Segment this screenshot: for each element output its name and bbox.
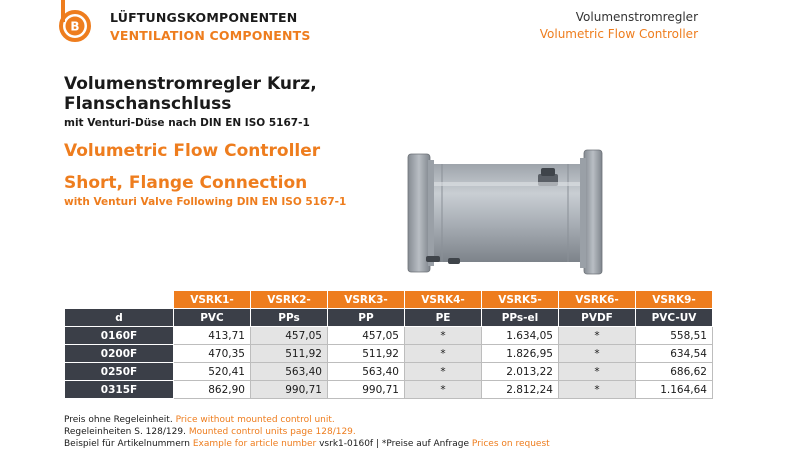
product-image [398, 148, 628, 280]
price-cell: 520,41 [174, 363, 251, 381]
price-cell: * [559, 327, 636, 345]
price-cell: 511,92 [328, 345, 405, 363]
price-cell: * [405, 363, 482, 381]
table-row [65, 363, 713, 381]
price-cell: 558,51 [636, 327, 713, 345]
row-d: 0250F [65, 363, 174, 381]
note-request-en: Prices on request [471, 439, 550, 449]
table-code-row [65, 291, 713, 309]
code-vsrk2: VSRK2- [251, 291, 328, 309]
price-cell: 1.634,05 [482, 327, 559, 345]
table-row [65, 327, 713, 345]
brand-name-en: VENTILATION COMPONENTS [110, 28, 311, 43]
code-vsrk5: VSRK5- [482, 291, 559, 309]
price-cell: 563,40 [251, 363, 328, 381]
material-pe: PE [405, 309, 482, 327]
code-vsrk3: VSRK3- [328, 291, 405, 309]
price-cell: 457,05 [328, 327, 405, 345]
material-pvc-uv: PVC-UV [636, 309, 713, 327]
price-cell: 990,71 [328, 381, 405, 399]
note-example-de: Beispiel für Artikelnummern [64, 439, 190, 449]
price-cell: 1.826,95 [482, 345, 559, 363]
row-d: 0160F [65, 327, 174, 345]
title-de-line2: Flanschanschluss [64, 94, 232, 114]
footer-line-1 [64, 414, 550, 426]
title-en-line2: Short, Flange Connection [64, 173, 308, 193]
company-logo [55, 0, 95, 44]
price-cell: * [559, 345, 636, 363]
price-cell: 563,40 [328, 363, 405, 381]
table-corner [65, 291, 174, 309]
price-cell: * [405, 345, 482, 363]
logo-mark [55, 0, 95, 44]
category-label [540, 10, 698, 41]
material-pvc: PVC [174, 309, 251, 327]
price-cell: 2.013,22 [482, 363, 559, 381]
logo-letter: B [70, 19, 80, 34]
title-de-line1: Volumenstromregler Kurz, [64, 74, 317, 94]
brand-block [110, 10, 311, 43]
price-cell: 2.812,24 [482, 381, 559, 399]
subtitle-en: with Venturi Valve Following DIN EN ISO 5167-1 [64, 196, 347, 208]
subtitle-de: mit Venturi-Düse nach DIN EN ISO 5167-1 [64, 117, 310, 129]
category-de: Volumenstromregler [575, 10, 698, 24]
flow-controller-illustration [398, 148, 628, 280]
note-price-de: Preis ohne Regeleinheit. [64, 415, 173, 425]
price-cell: 511,92 [251, 345, 328, 363]
material-pps: PPs [251, 309, 328, 327]
footer-line-3 [64, 438, 550, 450]
row-d: 0200F [65, 345, 174, 363]
note-example-code: vsrk1-0160f [319, 439, 374, 449]
price-cell: 457,05 [251, 327, 328, 345]
table-material-row [65, 309, 713, 327]
table-row [65, 381, 713, 399]
price-cell: 990,71 [251, 381, 328, 399]
note-units-de: Regeleinheiten S. 128/129. [64, 427, 186, 437]
material-pvdf: PVDF [559, 309, 636, 327]
note-example-en: Example for article number [192, 439, 317, 449]
title-en-line1: Volumetric Flow Controller [64, 141, 321, 161]
price-cell: * [405, 327, 482, 345]
price-table [64, 290, 713, 399]
price-cell: 413,71 [174, 327, 251, 345]
price-cell: * [559, 363, 636, 381]
code-vsrk1: VSRK1- [174, 291, 251, 309]
note-request-de: *Preise auf Anfrage [381, 439, 469, 449]
footer-line-2 [64, 426, 550, 438]
price-cell: 686,62 [636, 363, 713, 381]
price-cell: 862,90 [174, 381, 251, 399]
header-d: d [65, 309, 174, 327]
code-vsrk9: VSRK9- [636, 291, 713, 309]
footer-notes [64, 414, 550, 450]
note-separator: | [373, 439, 382, 449]
brand-name-de: LÜFTUNGSKOMPONENTEN [110, 10, 298, 25]
price-cell: * [559, 381, 636, 399]
row-d: 0315F [65, 381, 174, 399]
code-vsrk4: VSRK4- [405, 291, 482, 309]
product-title-block [64, 74, 404, 208]
price-cell: 470,35 [174, 345, 251, 363]
category-en: Volumetric Flow Controller [539, 27, 698, 41]
price-cell: 634,54 [636, 345, 713, 363]
material-pps-el: PPs-el [482, 309, 559, 327]
material-pp: PP [328, 309, 405, 327]
price-cell: 1.164,64 [636, 381, 713, 399]
note-units-en: Mounted control units page 128/129. [188, 427, 356, 437]
table-row [65, 345, 713, 363]
note-price-en: Price without mounted control unit. [175, 415, 335, 425]
code-vsrk6: VSRK6- [559, 291, 636, 309]
price-cell: * [405, 381, 482, 399]
